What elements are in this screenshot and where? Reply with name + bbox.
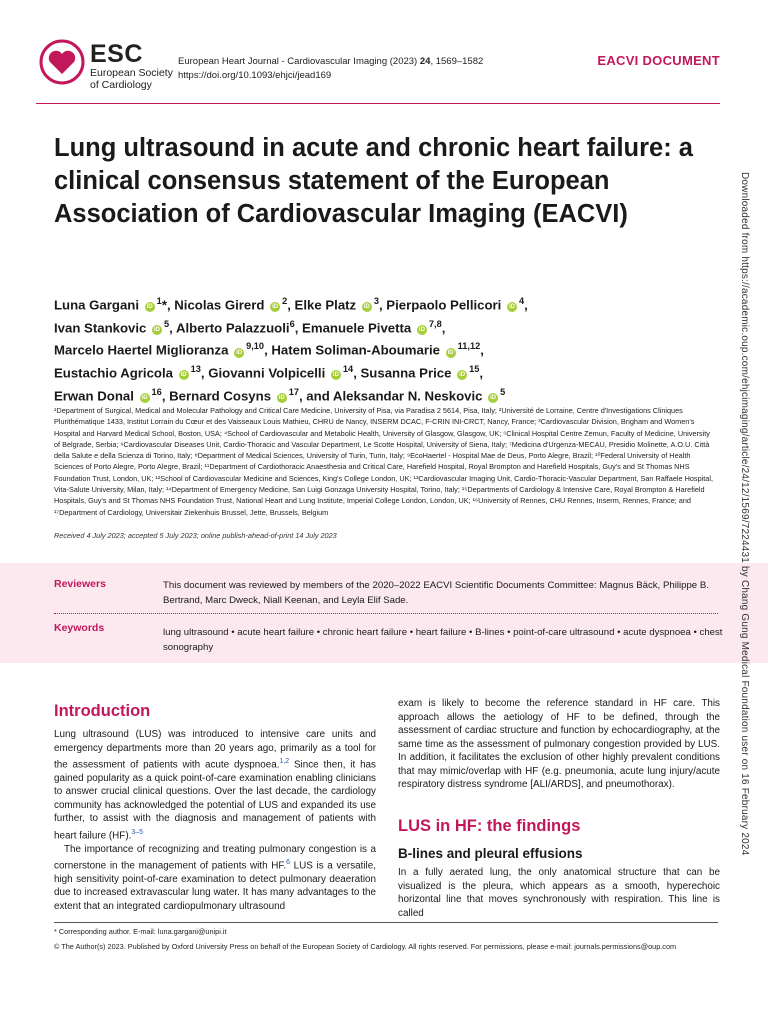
copyright-note: © The Author(s) 2023. Published by Oxford University Press on behalf of the European Society of Cardiology. All rights reserved. For permissions, please e-mail: journals.permissions@oup.com bbox=[54, 942, 677, 951]
orcid-icon[interactable]: iD bbox=[154, 327, 161, 334]
paragraph: The importance of recognizing and treating pulmonary congestion is a cornerstone in the management of patients with HF.$^6$ LUS is a versatile, high sensitivity point-of-care examination to detect pulmonary deaeration due to increased extravascular lung water. It has many advantages to the extent that an integrated cardiopulmonary ultrasound bbox=[54, 843, 376, 912]
download-watermark bbox=[738, 172, 750, 972]
citation-link[interactable]: 6 bbox=[286, 859, 290, 867]
corresponding-author-note: * Corresponding author. E-mail: luna.gargani@unipi.it bbox=[54, 927, 227, 936]
header-divider bbox=[36, 103, 720, 104]
reviewers-label: Reviewers bbox=[54, 578, 106, 590]
orcid-icon[interactable]: iD bbox=[418, 327, 425, 334]
orcid-icon[interactable]: iD bbox=[447, 349, 454, 356]
orcid-icon[interactable]: iD bbox=[141, 395, 148, 402]
author-line-5: Erwan Donal $iD^{16}$, Bernard Cosyns $iD^{17}$, and Aleksandar N. Neskovic $iD^5$ bbox=[54, 386, 506, 404]
subsection-heading-blines: B-lines and pleural effusions bbox=[398, 846, 583, 861]
author-line-1: Luna Gargani $iD^1*$, Nicolas Girerd $iD^2$, Elke Platz $iD^3$, Pierpaolo Pellicori $iD^4$, bbox=[54, 296, 528, 313]
citation-link[interactable]: 3–5 bbox=[131, 828, 143, 836]
reviewers-text: This document was reviewed by members of the 2020–2022 EACVI Scientific Documents Committee: Magnus Bäck, Philippe B. Bertrand, Marc Dweck, Niall Keenan, and Leyla Elif Sade. bbox=[163, 580, 709, 606]
orcid-icon[interactable]: iD bbox=[236, 349, 243, 356]
orcid-icon[interactable]: iD bbox=[509, 304, 516, 311]
paragraph: Lung ultrasound (LUS) was introduced to intensive care units and emergency departments more than 20 years ago, primarily as a tool for the assessment of patients with acute dyspnoea.$^{1,2}$ Since then, it has gained popularity as a quick point-of-care examination enabling clinicians to answer crucial clinical questions. Over the last decade, the cardiology community has acknowledged the potential of LUS and expanded its use further, to assist with the diagnosis and management of patients with heart failure (HF).$^{3-5}$ bbox=[54, 729, 376, 842]
logo-subtitle-line1: European Society bbox=[90, 67, 173, 79]
journal-citation bbox=[178, 56, 483, 67]
paragraph-continued: exam is likely to become the reference standard in HF care. This approach allows the aetiology of HF to be defined, through the assessment of cardiac structure and function by echocardiography, at the same time as the assessment of pulmonary congestion provided by LUS. In addition, it facilitates the exclusion of other highly prevalent conditions that may mimic/overlap with HF (e.g. pneumonia, acute lung injury/acute respiratory distress syndrome [ALI/ARDS], and pneumothorax). bbox=[398, 698, 720, 790]
orcid-icon[interactable]: iD bbox=[332, 372, 339, 379]
citation-link[interactable]: 1,2 bbox=[279, 758, 290, 765]
esc-logo-icon bbox=[38, 38, 86, 86]
download-watermark-text: Downloaded from https://academic.oup.com/ehjcimaging/article/24/12/1569/7224431 by Chang Gung Medical Foundation user on 16 February 2024 bbox=[739, 172, 750, 856]
orcid-icon[interactable]: iD bbox=[490, 395, 497, 402]
doi-link[interactable]: https://doi.org/10.1093/ehjci/jead169 bbox=[178, 70, 332, 81]
introduction-body bbox=[54, 728, 376, 913]
journal-pages: , 1569–1582 bbox=[430, 56, 484, 67]
logo-subtitle bbox=[90, 67, 173, 91]
journal-volume: 24 bbox=[419, 56, 431, 67]
author-line-2: Ivan Stankovic $iD^5$, Alberto Palazzuoli$^6$, Emanuele Pivetta iD$^{7,8}$, bbox=[54, 318, 446, 336]
logo-wordmark: ESC bbox=[90, 40, 143, 68]
keywords-text: lung ultrasound • acute heart failure • chronic heart failure • heart failure • B-lines • point-of-care ultrasound • acute dyspnoea • chest sonography bbox=[163, 627, 723, 653]
footnote-divider bbox=[54, 922, 718, 923]
document-type-label: EACVI DOCUMENT bbox=[597, 53, 720, 68]
author-list bbox=[54, 292, 694, 405]
affiliations: ¹Department of Surgical, Medical and Molecular Pathology and Critical Care Medicine, University of Pisa, via Paradisa 2 5614, Pisa, Italy; ²Université de Lorraine, Centre d'Investigations Cliniques Plurithématique 1433, Institut Lorrain du Cœur et des Vaisseaux Louis Mathieu, CHRU de Nancy, INSERM DCAC, F-CRIN INI-CRCT, Nancy, France; ³Cardiovascular Division, Brigham and Women's Hospital and Harvard Medical School, Boston, USA; ⁴School of Cardiovascular and Metabolic Health, University of Glasgow, Glasgow, UK; ⁵Clinical Hospital Centre Zemun, Faculty of Medicine, University of Belgrade, Serbia; ⁶Cardiovascular Diseases Unit, Cardio-Thoracic and Vascular Department, Le Scotte Hospital, University of Siena, Italy; ⁷Medicina d'Urgenza-MECAU, Presidio Molinette, A.O.U. Città della Salute e della Scienza di Torino, Italy; ⁸Department of Medical Sciences, University of Turin, Turin, Italy; ⁹EcoHaertel - Hospital Mae de Deus, Porto Alegre, Brazil; ¹⁰Federal University of Health Sciences of Porto Alegre, Porto Alegre, Brazil; ¹¹Department of Cardiothoracic Anaesthesia and Critical Care, Harefield Hospital, Royal Brompton and Harefield Hospitals, Guy's and St Thomas NHS Foundation Trust, London, UK; ¹²School of Cardiovascular Medicine and Sciences, King's College London, UK; ¹³Cardiovascular Imaging Unit, Cardio-Thoracic-Vascular Department, San Raffaele Hospital, Vita-Salute University, Milan, Italy; ¹⁴Department of Emergency Medicine, San Luigi Gonzaga University Hospital, Torino, Italy; ¹⁵Departments of Cardiology & Intensive Care, Royal Brompton & Harefield Hospitals, Guy's and St Thomas NHS Foundation Trust, National Heart and Lung Institute, Imperial College London, London, UK; ¹⁶University of Rennes, CHU Rennes, Inserm, Rennes, France; and ¹⁷Department of Cardiology, Universitair Ziekenhuis Brussel, Jette, Brussels, Belgium bbox=[54, 406, 713, 517]
received-dates: Received 4 July 2023; accepted 5 July 2023; online publish-ahead-of-print 14 July 2023 bbox=[54, 531, 337, 540]
author-line-4: Eustachio Agricola $iD^{13}$, Giovanni Volpicelli $iD^{14}$, Susanna Price $iD^{15}$, bbox=[54, 364, 484, 381]
paragraph: In a fully aerated lung, the only anatomical structure that can be visualized is the pleura, which appears as a smooth, hyperechoic horizontal line that moves synchronously with respiration. This line is called bbox=[398, 867, 720, 919]
author-line-3: Marcelo Haertel Miglioranza iD$^{9,10}$, Hatem Soliman-Aboumarie iD$^{11,12}$, bbox=[54, 341, 484, 358]
logo-subtitle-line2: of Cardiology bbox=[90, 79, 152, 91]
orcid-icon[interactable]: iD bbox=[278, 395, 285, 402]
keywords-label: Keywords bbox=[54, 622, 105, 634]
orcid-icon[interactable]: iD bbox=[459, 372, 466, 379]
journal-name: European Heart Journal - Cardiovascular Imaging (2023) bbox=[178, 56, 418, 67]
section-heading-introduction: Introduction bbox=[54, 702, 151, 720]
section-heading-findings: LUS in HF: the findings bbox=[398, 817, 581, 835]
orcid-icon[interactable]: iD bbox=[180, 372, 187, 379]
orcid-icon[interactable]: iD bbox=[363, 304, 370, 311]
metadata-divider bbox=[54, 613, 718, 614]
article-title: Lung ultrasound in acute and chronic heart failure: a clinical consensus statement of the European Association of Cardiovascular Imaging (EACVI) bbox=[54, 134, 693, 228]
orcid-icon[interactable]: iD bbox=[272, 304, 279, 311]
orcid-icon[interactable]: iD bbox=[146, 304, 153, 311]
